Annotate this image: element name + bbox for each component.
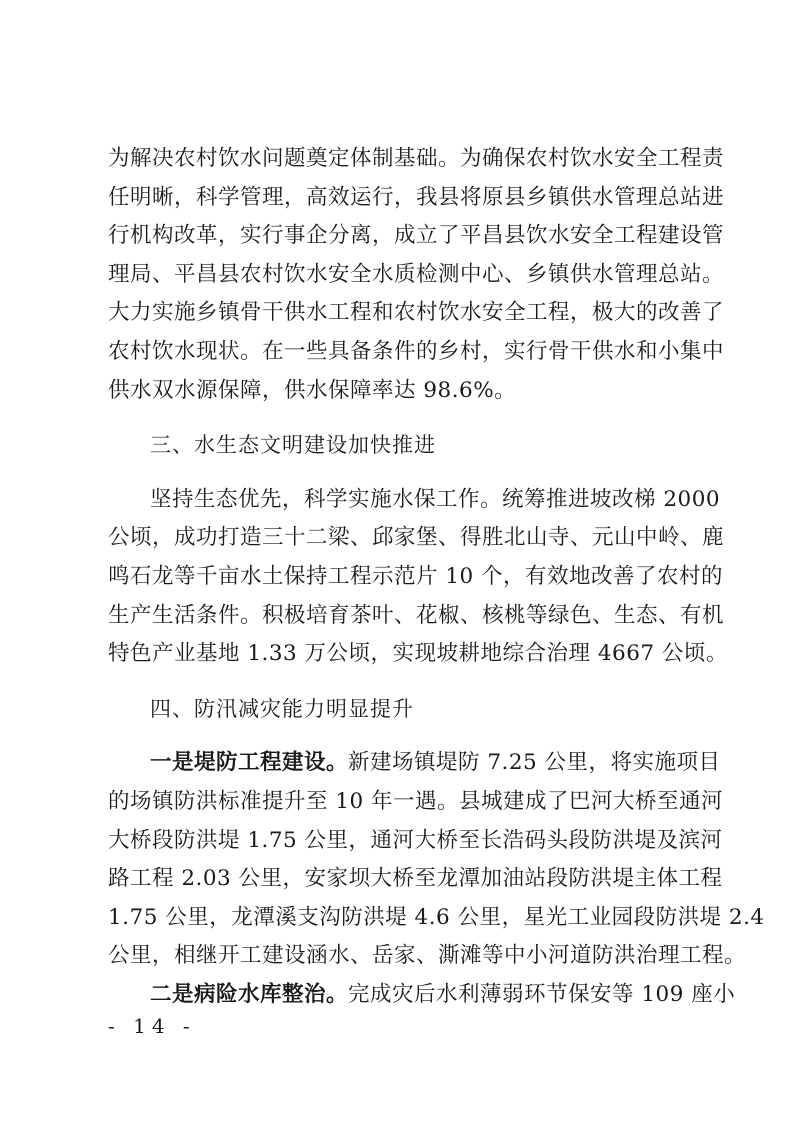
- text-line: 理局、平昌县农村饮水安全水质检测中心、乡镇供水管理总站。: [108, 261, 725, 287]
- section-heading-4: 四、防汛减灾能力明显提升: [150, 696, 414, 721]
- text-line: 特色产业基地 1.33 万公顷，实现坡耕地综合治理 4667 公顷。: [108, 641, 728, 667]
- text-line: 大力实施乡镇骨干供水工程和农村饮水安全工程，极大的改善了: [108, 300, 725, 326]
- paragraph-rural-water: [108, 140, 725, 410]
- text-line: 为解决农村饮水问题奠定体制基础。为确保农村饮水安全工程责: [108, 146, 725, 171]
- paragraph-lead: 二是病险水库整治。: [150, 981, 349, 1007]
- text-line: 公里，相继开工建设涵水、岳家、澌滩等中小河道防洪治理工程。: [108, 943, 747, 969]
- text-line: 鸣石龙等千亩水土保持工程示范片 10 个，有效地改善了农村的: [108, 563, 724, 589]
- text-line: 任明晰，科学管理，高效运行，我县将原县乡镇供水管理总站进: [108, 184, 725, 210]
- paragraph-levee-construction: [108, 744, 765, 976]
- text-line: 的场镇防洪标准提升至 10 年一遇。县城建成了巴河大桥至通河: [108, 788, 724, 814]
- paragraph-reservoir-repair: [108, 976, 736, 1015]
- text-line: 1.75 公里，龙潭溪支沟防洪堤 4.6 公里，星光工业园段防洪堤 2.4: [108, 904, 765, 930]
- text-line: 农村饮水现状。在一些具备条件的乡村，实行骨干供水和小集中: [108, 338, 725, 364]
- text-line: 坚持生态优先，科学实施水保工作。统筹推进坡改梯 2000: [150, 486, 721, 512]
- text-line: 路工程 2.03 公里，安家坝大桥至龙潭加油站段防洪堤主体工程: [108, 866, 723, 892]
- page-number: - 14 -: [108, 1014, 196, 1038]
- paragraph-water-ecology: [108, 481, 728, 674]
- paragraph-lead-rest: 完成灾后水利薄弱环节保安等 109 座小: [348, 981, 736, 1007]
- text-line: [108, 976, 736, 1015]
- text-line: 大桥段防洪堤 1.75 公里，通河大桥至长浩码头段防洪堤及滨河: [108, 827, 723, 853]
- text-line: 供水双水源保障，供水保障率达 98.6%。: [108, 377, 517, 403]
- text-line: [108, 744, 721, 783]
- section-heading-3: 三、水生态文明建设加快推进: [150, 433, 436, 458]
- paragraph-lead: 一是堤防工程建设。: [150, 750, 349, 776]
- document-body: [108, 140, 765, 1014]
- text-line: 公顷，成功打造三十二梁、邱家堡、得胜北山寺、元山中岭、鹿: [108, 525, 725, 551]
- text-line: 生产生活条件。积极培育茶叶、花椒、核桃等绿色、生态、有机: [108, 602, 725, 628]
- text-line: 行机构改革，实行事企分离，成立了平昌县饮水安全工程建设管: [108, 223, 725, 249]
- paragraph-lead-rest: 新建场镇堤防 7.25 公里，将实施项目: [348, 750, 721, 776]
